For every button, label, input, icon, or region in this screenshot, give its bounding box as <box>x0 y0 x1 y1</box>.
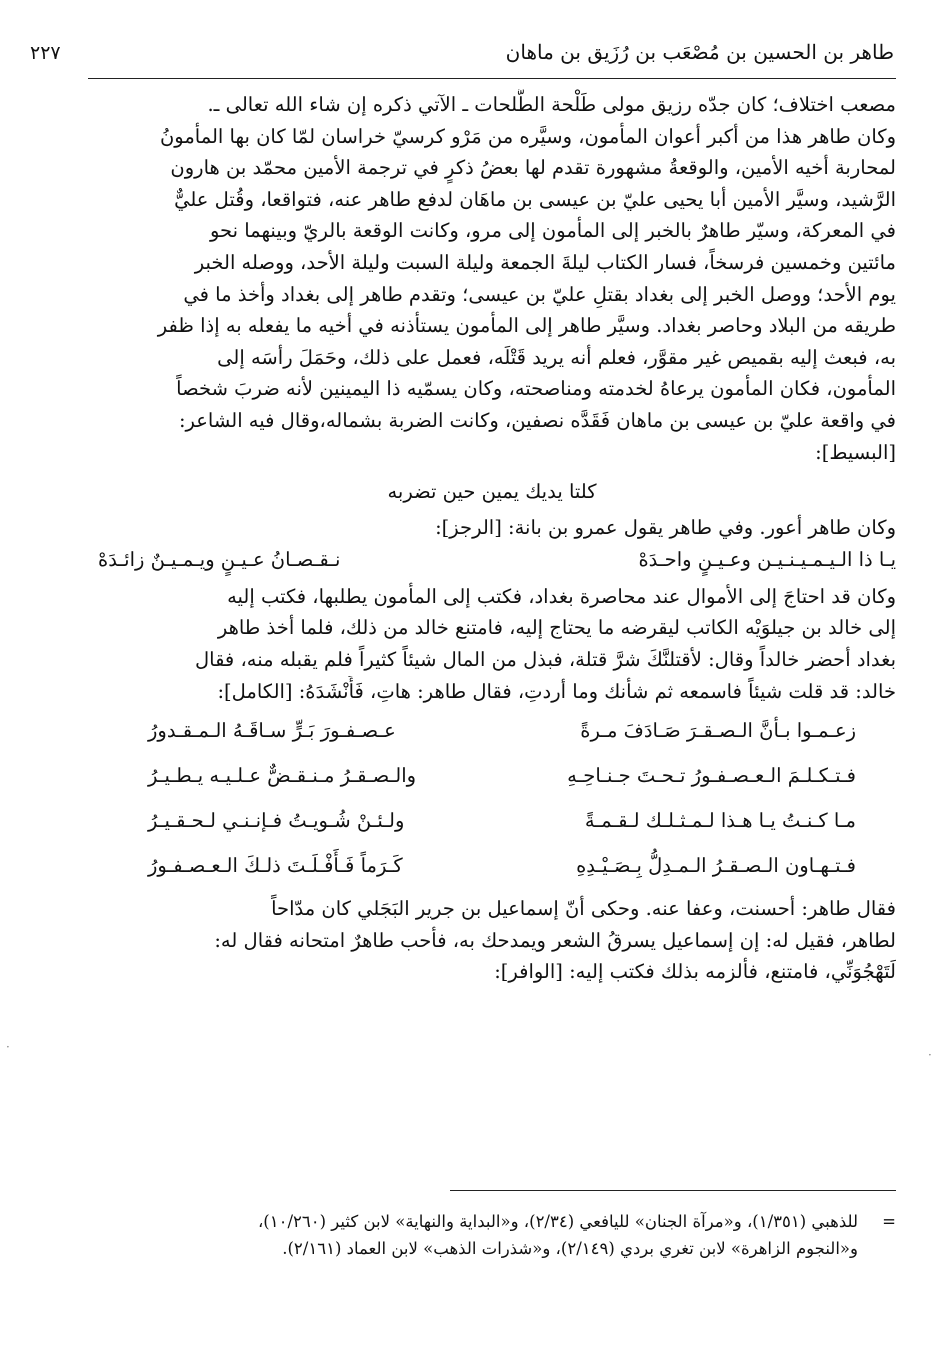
verse-ajuz: والـصـقـرُ مـنـقـضٌّ عـلـيـه يـطـيـرُ <box>148 764 417 788</box>
verse-ajuz: كَـرَماً فَـأَفْـلَـتَ ذلـكَ الـعـصـفـورُ <box>148 854 403 878</box>
poem-verse <box>88 846 896 891</box>
text-line: خالد: قد قلت شيئاً فاسمعه ثم شأنك وما أردتِ، فقال طاهر: هاتِ، فَأَنْشَدَهُ: [الكامل]: <box>217 679 896 703</box>
scan-speck: · <box>928 1048 932 1062</box>
text-line: به، فبعث إليه بقميص غير مقوَّر، فعلم أنه يريد قَتْلَه، فعمل على ذلك، وحَمَلَ رأسَه إلى <box>217 345 896 369</box>
text-line: لطاهر، فقيل له: إن إسماعيل يسرقُ الشعر ويمدحك به، فأحب طاهرٌ امتحانه فقال له: <box>214 928 896 952</box>
page-body <box>30 26 896 988</box>
verse-ajuz: عـصـفـورَ بَـرٍّ سـاقَـهُ الـمـقـدورُ <box>148 719 396 743</box>
text-line: مائتين وخمسين فرسخاً، فسار الكتاب ليلةَ الجمعة وليلة السبت وليلة الأحد، ووصله الخبر <box>194 250 896 274</box>
footnote-line: للذهبي (١/٣٥١)، و«مرآة الجنان» لليافعي (٢/٣٤)، و«البداية والنهاية» لابن كثير (١٠/٢٦٠)، <box>257 1212 858 1231</box>
footnote-line: و«النجوم الزاهرة» لابن تغري بردي (٢/١٤٩)، و«شذرات الذهب» لابن العماد (٢/١٦١). <box>282 1239 858 1258</box>
poem-verse <box>88 756 896 801</box>
text-line: وكان طاهر هذا من أكبر أعوان المأمون، وسيَّره من مَرْو كرسيّ خراسان لمّا كان بها المأمونُ <box>159 124 896 148</box>
verse-sadr: زعـمـوا بـأنَّ الـصـقـرَ صَـادَفَ مـرةً <box>580 719 856 743</box>
verse-sadr: فـتـهـاون الـصـقـرُ الـمـدِلُّ بِـصَـيْـدِهِ <box>576 854 856 878</box>
text-line: مصعب اختلاف؛ كان جدّه رزيق مولى طَلْحة الطَّلحات ـ الآتي ذكره إن شاء الله تعالى ـ. <box>207 93 896 116</box>
text-line: المأمون، فكان المأمون يرعاهُ لخدمته ومناصحته، وكان يسمّيه ذا اليمينين لأنه ضربَ شخصاً <box>176 377 896 401</box>
verse-ajuz: نـقـصـانُ عـيـنٍ ويـمـيـنٌ زائـدَهْ <box>98 547 341 571</box>
footnote-divider <box>450 1190 896 1191</box>
text-line: الرَّشيد، وسيَّر الأمين أبا يحيى عليّ بن عيسى بن ماهَان لدفع طاهر عنه، فتواقعا، وقُتل عليٌّ <box>174 187 896 211</box>
text-line: إلى خالد بن جيلوَيْه الكاتب ليقرضه ما يحتاج إليه، فامتنع خالد من ذلك، فلما أخذ طاهر <box>217 616 896 640</box>
text-line: فقال طاهر: أحسنت، وعفا عنه. وحكى أنّ إسماعيل بن جرير البَجَلي كان مدّاحاً <box>271 897 896 921</box>
text-line: لَتَهْجُوَنِّي، فامتنع، فألزمه بذلك فكتب إليه: [الوافر]: <box>494 960 896 984</box>
running-title: طاهر بن الحسين بن مُصْعَب بن رُزَيق بن ماهان <box>505 40 894 64</box>
text-line: [البسيط]: <box>815 440 896 464</box>
text-line: لمحاربة أخيه الأمين، والوقعةُ مشهورة تقدم لها بعضُ ذكرٍ في ترجمة الأمين محمّد بن هارون <box>170 156 896 180</box>
paragraph-2 <box>88 512 896 544</box>
text-line: بغداد أحضر خالداً وقال: لأقتلنَّكَ شرَّ قتلة، فبذل من المال شيئاً كثيراً فلم يقبله منه، فقال <box>194 647 896 671</box>
text-line: يوم الأحد؛ ووصل الخبر إلى بغداد بقتلِ عليّ بن عيسى؛ وتقدم طاهر إلى بغداد وأخذ ما في <box>183 282 896 306</box>
footnotes <box>88 1208 896 1262</box>
verse-ajuz: ولـئـنْ شُـويـتُ فـإنـنـي لـحـقـيـرُ <box>148 809 405 833</box>
verse-sadr: مـا كـنـتُ يـا هـذا لـمـثـلـك لـقـمـةً <box>584 809 856 833</box>
paragraph-1 <box>88 89 896 468</box>
paragraph-3 <box>88 581 896 707</box>
verse-sadr: يـا ذا الـيـمـيـنـيـن وعـيـنٍ واحـدَهْ <box>638 547 896 571</box>
poem-verse <box>88 711 896 756</box>
footnote-continuation-marker: = <box>882 1212 896 1231</box>
verse-line <box>88 544 896 581</box>
page-number: ٢٢٧ <box>30 42 61 64</box>
text-line: وكان قد احتاجَ إلى الأموال عند محاصرة بغداد، فكتب إلى المأمون يطلبها، فكتب إليه <box>227 584 896 608</box>
footnote-text <box>88 1208 858 1262</box>
text-line: طريقه من البلاد وحاصر بغداد. وسيَّر طاهر إلى المأمون يستأذنه في أخيه ما يفعله به إذا ظفر <box>157 314 896 338</box>
verse-sadr: فـتـكـلـمَ الـعـصـفـورُ تـحـتَ جـنـاحِـهِ <box>567 764 856 788</box>
paragraph-4 <box>88 893 896 988</box>
poem-verse <box>88 801 896 846</box>
poem <box>88 711 896 891</box>
running-head <box>30 26 896 79</box>
scan-speck: · <box>6 1040 10 1054</box>
text-line: في واقعة عليّ بن عيسى بن ماهان فَقَدَّه نصفين، وكانت الضربة بشماله،وقال فيه الشاعر: <box>178 408 896 432</box>
text-line: في المعركة، وسيّر طاهرٌ بالخبر إلى المأمون إلى مرو، وكانت الوقعة بالريّ وبينهما نحو <box>209 219 896 243</box>
verse-single: كلتا يديك يمين حين تضربه <box>387 480 597 504</box>
text-line: وكان طاهر أعور. وفي طاهر يقول عمرو بن بانة: [الرجز]: <box>435 516 896 540</box>
